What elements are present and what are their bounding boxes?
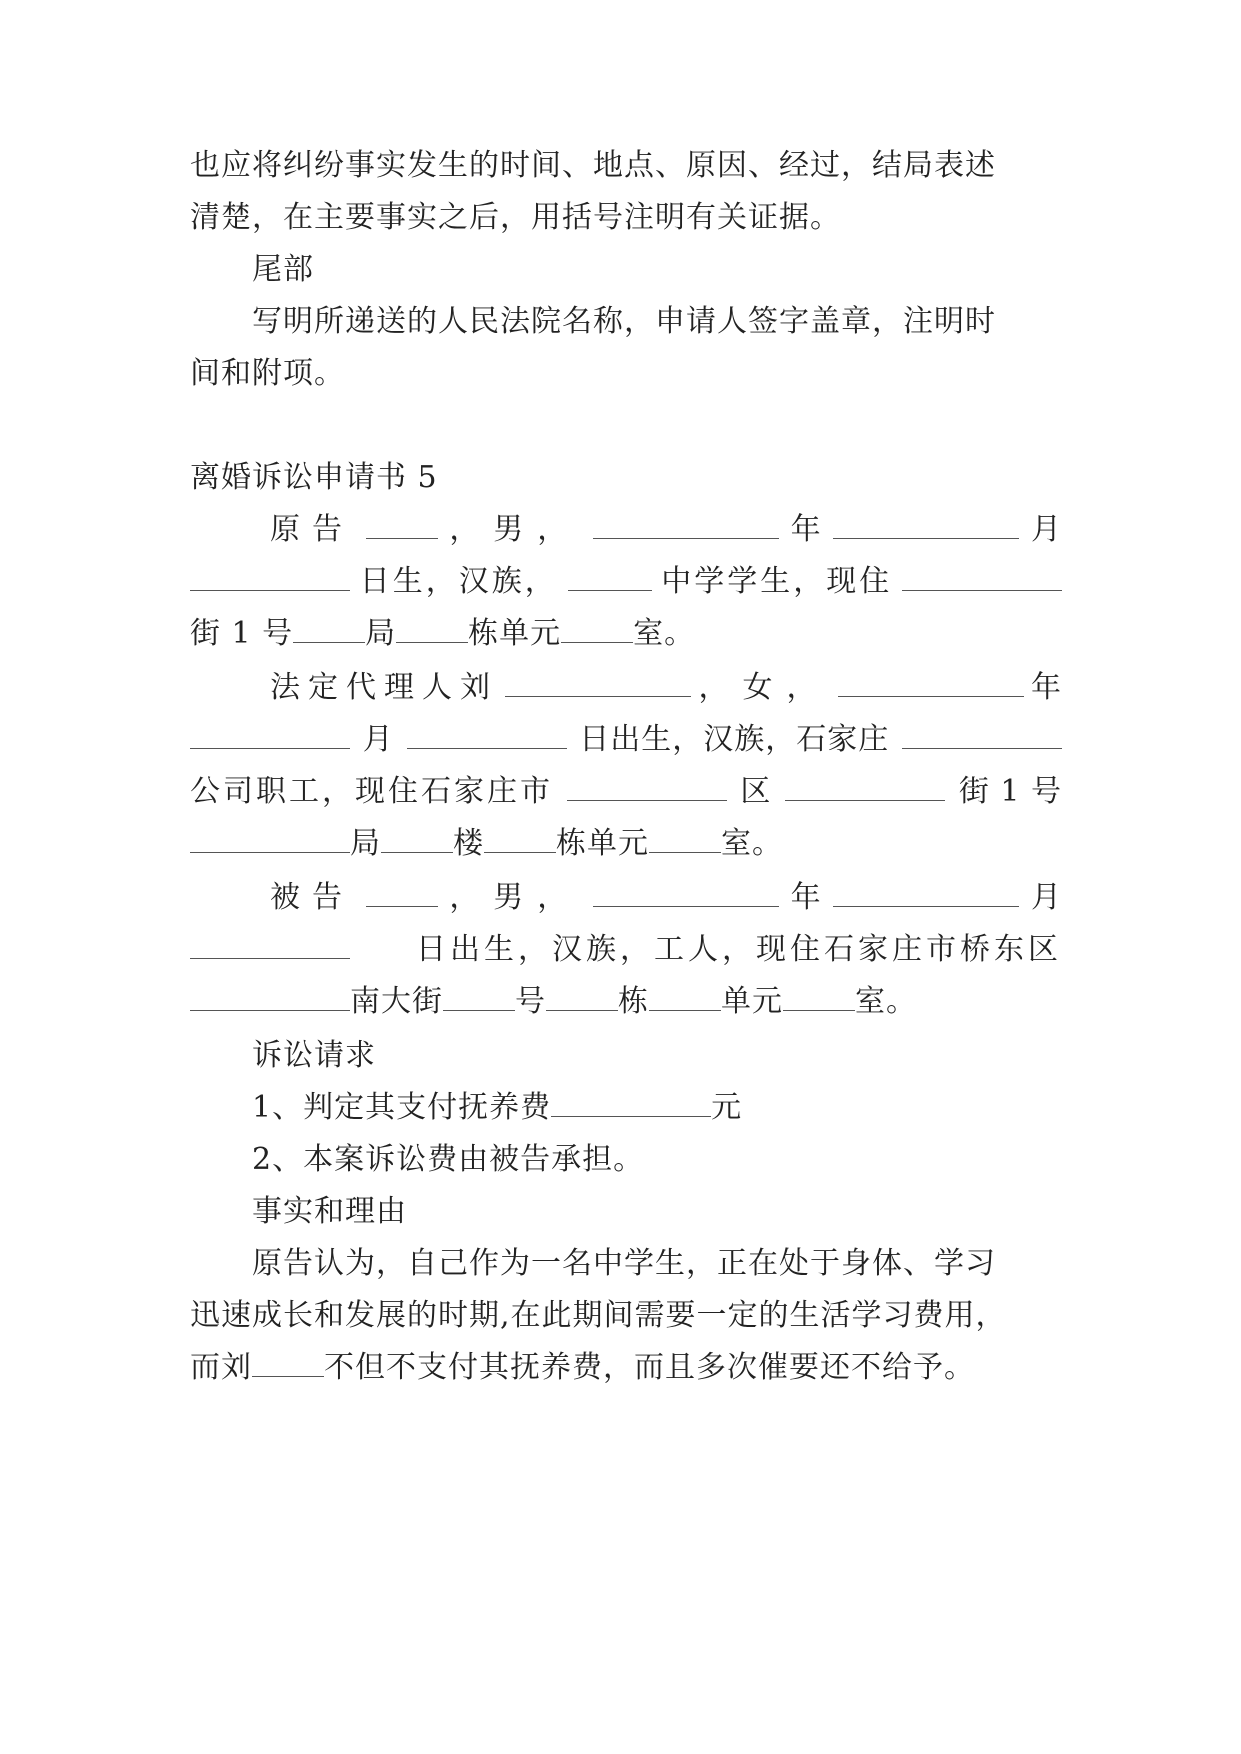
blank-field xyxy=(561,641,633,643)
agent-line xyxy=(190,772,1062,812)
room-text: 室。 xyxy=(633,616,696,651)
street-text: 南大街 xyxy=(350,984,443,1019)
blank-field xyxy=(366,537,438,539)
body-text-line xyxy=(252,302,1124,342)
paragraph-text: 原告认为，自己作为一名中学生，正在处于身体、学习 xyxy=(252,1246,996,1281)
room-text: 室。 xyxy=(855,984,917,1019)
born-text: 日生，汉族， xyxy=(359,564,558,599)
room-text: 室。 xyxy=(721,826,783,861)
blank-field xyxy=(593,537,779,539)
defendant-line xyxy=(270,878,1062,918)
blank-field xyxy=(785,799,945,801)
claim-item xyxy=(252,1088,1124,1128)
blank-field xyxy=(567,799,727,801)
blank-field xyxy=(833,905,1019,907)
paragraph-text: 清楚，在主要事实之后，用括号注明有关证据。 xyxy=(190,200,841,235)
blank-field xyxy=(190,589,350,591)
school-text: 中学学生，现住 xyxy=(661,564,893,599)
claim-item xyxy=(252,1140,1124,1180)
unit-text: 单元 xyxy=(721,984,783,1019)
ju-text: 局 xyxy=(365,616,397,651)
heading-text: 事实和理由 xyxy=(252,1194,407,1229)
agent-line xyxy=(190,720,1062,760)
street-text: 街 1 号 xyxy=(190,616,294,651)
plaintiff-line xyxy=(190,562,1062,602)
body-text-line xyxy=(190,198,1062,238)
blank-field xyxy=(649,1009,721,1011)
blank-field xyxy=(838,695,1024,697)
body-text-line xyxy=(190,1348,1062,1388)
year-text: 年 xyxy=(790,512,822,547)
plaintiff-label: 原告 xyxy=(270,512,354,547)
year-text: 年 xyxy=(790,880,822,915)
job-text: 公司职工，现住石家庄市 xyxy=(190,774,553,809)
paragraph-text: 不但不支付其抚养费，而且多次催要还不给予。 xyxy=(324,1350,975,1385)
claim-unit-text: 元 xyxy=(711,1090,743,1125)
blank-field xyxy=(505,695,691,697)
agent-line xyxy=(190,824,1062,864)
agent-line xyxy=(270,668,1062,708)
hao-text: 号 xyxy=(515,984,546,1019)
defendant-line xyxy=(190,930,1062,970)
blank-field xyxy=(396,641,468,643)
gender-text: ，男， xyxy=(449,880,582,915)
plaintiff-line xyxy=(270,510,1062,550)
claim-text: 2、本案诉讼费由被告承担。 xyxy=(252,1142,645,1177)
blank-field xyxy=(551,1115,711,1117)
blank-field xyxy=(546,1009,618,1011)
year-text: 年 xyxy=(1031,670,1062,705)
dong-text: 栋单元 xyxy=(556,826,649,861)
blank-field xyxy=(484,851,556,853)
claim-text: 1、判定其支付抚养费 xyxy=(252,1090,552,1125)
defendant-line xyxy=(190,982,1062,1022)
blank-field xyxy=(293,641,365,643)
agent-label: 法定代理人刘 xyxy=(270,670,498,705)
blank-field xyxy=(568,589,652,591)
paragraph-text: 而刘 xyxy=(190,1350,252,1385)
body-text-line xyxy=(252,1244,1062,1284)
blank-field xyxy=(593,905,779,907)
blank-field xyxy=(783,1009,855,1011)
body-text-line xyxy=(190,354,1062,394)
defendant-label: 被告 xyxy=(270,880,354,915)
district-text: 区 xyxy=(740,774,772,809)
blank-field xyxy=(407,747,567,749)
section-heading xyxy=(252,1036,1124,1076)
dong-text: 栋 xyxy=(618,984,649,1019)
born-text: 日出生，汉族，石家庄 xyxy=(579,722,890,757)
body-text-line xyxy=(190,1296,1062,1336)
paragraph-text: 也应将纠纷事实发生的时间、地点、原因、经过，结局表述 xyxy=(190,148,996,183)
blank-field xyxy=(649,851,721,853)
blank-field xyxy=(190,1009,350,1011)
dong-text: 栋单元 xyxy=(468,616,562,651)
section-heading xyxy=(252,250,1124,290)
born-text: 日出生，汉族，工人，现住石家庄市桥东区 xyxy=(416,932,1062,967)
blank-field xyxy=(190,957,350,959)
gender-text: ，女， xyxy=(698,670,831,705)
paragraph-text: 间和附项。 xyxy=(190,356,345,391)
month-text: 月 xyxy=(1030,512,1062,547)
document-title xyxy=(190,458,1062,498)
street-text: 街 1 号 xyxy=(958,774,1062,809)
blank-field xyxy=(902,747,1062,749)
month-text: 月 xyxy=(362,722,394,757)
gender-text: ，男， xyxy=(449,512,582,547)
title-text: 离婚诉讼申请书 5 xyxy=(190,460,438,495)
body-text-line xyxy=(190,146,1062,186)
section-heading xyxy=(252,1192,1124,1232)
paragraph-text: 写明所递送的人民法院名称，申请人签字盖章，注明时 xyxy=(252,304,996,339)
paragraph-text: 迅速成长和发展的时期,在此期间需要一定的生活学习费用， xyxy=(190,1298,1007,1333)
month-text: 月 xyxy=(1030,880,1062,915)
heading-text: 诉讼请求 xyxy=(252,1038,376,1073)
blank-field xyxy=(381,851,453,853)
lou-text: 楼 xyxy=(453,826,484,861)
blank-field xyxy=(252,1375,324,1377)
blank-field xyxy=(833,537,1019,539)
blank-field xyxy=(366,905,438,907)
blank-field xyxy=(190,851,350,853)
heading-text: 尾部 xyxy=(252,252,314,287)
blank-field xyxy=(190,747,350,749)
blank-field xyxy=(443,1009,515,1011)
plaintiff-line xyxy=(190,614,1062,654)
blank-field xyxy=(902,589,1062,591)
ju-text: 局 xyxy=(350,826,381,861)
